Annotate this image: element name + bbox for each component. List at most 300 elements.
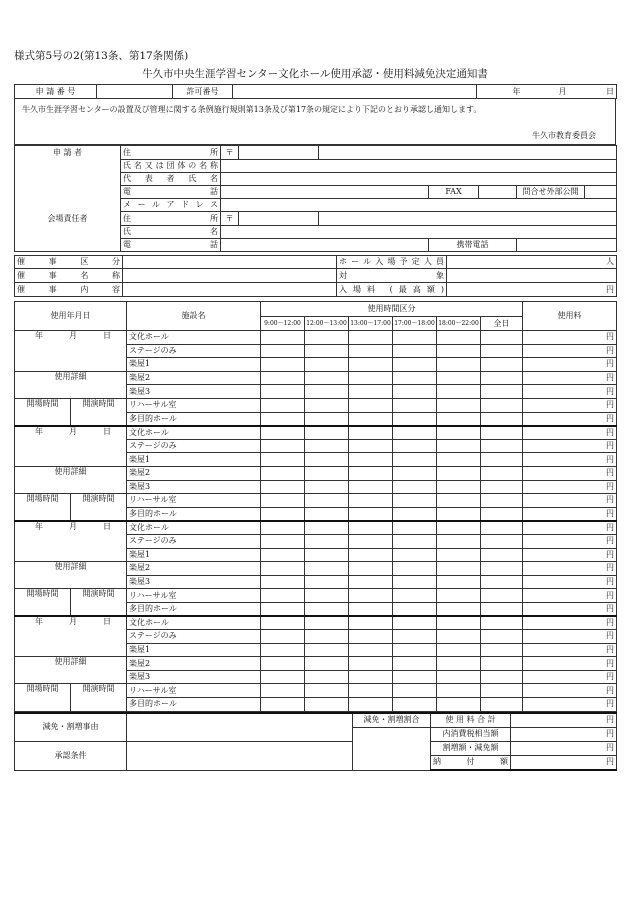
time-slot-cell[interactable] bbox=[481, 548, 523, 562]
time-slot-cell[interactable] bbox=[261, 385, 305, 399]
fee-cell[interactable]: 円 bbox=[523, 602, 617, 616]
document-title: 牛久市中央生涯学習センター文化ホール使用承認・使用料減免決定通知書 bbox=[142, 68, 488, 80]
use-date-field[interactable] bbox=[15, 426, 127, 467]
event-content-label: 催 事 内 容 bbox=[15, 283, 123, 297]
time-slot-cell[interactable] bbox=[261, 331, 305, 345]
time-slot-cell[interactable] bbox=[261, 575, 305, 589]
manager-phone-field[interactable] bbox=[221, 239, 429, 252]
time-slot-cell[interactable] bbox=[305, 494, 349, 508]
facility-name: ステージのみ bbox=[127, 344, 261, 358]
schedule-row bbox=[15, 562, 617, 576]
time-slot-cell[interactable] bbox=[349, 466, 393, 480]
time-slot-cell[interactable] bbox=[393, 698, 437, 712]
time-slot-cell[interactable] bbox=[349, 575, 393, 589]
facility-name: 楽屋2 bbox=[127, 466, 261, 480]
time-slot-cell[interactable] bbox=[261, 548, 305, 562]
facility-name: リハーサル室 bbox=[127, 398, 261, 412]
time-slot-cell[interactable] bbox=[437, 562, 481, 576]
time-slot-cell[interactable] bbox=[481, 412, 523, 426]
facility-name: 多目的ホール bbox=[127, 698, 261, 712]
time-slot-cell[interactable] bbox=[393, 494, 437, 508]
reduction-rate-label: 減免・割増割合 bbox=[353, 713, 431, 727]
time-slot-cell[interactable] bbox=[437, 616, 481, 630]
fee-cell[interactable]: 円 bbox=[523, 562, 617, 576]
time-slot-cell[interactable] bbox=[393, 398, 437, 412]
expected-attendance-label: ホール入場予定人員 bbox=[337, 256, 447, 269]
time-slot-cell[interactable] bbox=[349, 589, 393, 603]
time-slot-cell[interactable] bbox=[261, 466, 305, 480]
use-date-month-label: 月 bbox=[69, 331, 77, 340]
use-date-field[interactable] bbox=[15, 521, 127, 562]
time-slot-cell[interactable] bbox=[261, 602, 305, 616]
fee-cell[interactable]: 円 bbox=[523, 643, 617, 657]
time-slot-cell[interactable] bbox=[305, 630, 349, 644]
fee-cell[interactable]: 円 bbox=[523, 358, 617, 372]
time-slot-cell[interactable] bbox=[393, 548, 437, 562]
time-slot-cell[interactable] bbox=[349, 480, 393, 494]
time-slot-cell[interactable] bbox=[261, 698, 305, 712]
fee-cell[interactable]: 円 bbox=[523, 548, 617, 562]
time-slot-cell[interactable] bbox=[305, 507, 349, 521]
facility-name: 楽屋2 bbox=[127, 657, 261, 671]
time-slot-cell[interactable] bbox=[393, 480, 437, 494]
time-slot-cell[interactable] bbox=[261, 670, 305, 684]
reduction-rate-field[interactable] bbox=[353, 727, 431, 770]
use-date-year-label: 年 bbox=[35, 426, 43, 436]
time-slot-cell[interactable] bbox=[437, 534, 481, 548]
time-slot-cell[interactable] bbox=[393, 562, 437, 576]
fee-cell[interactable]: 円 bbox=[523, 589, 617, 603]
time-slot-cell[interactable] bbox=[481, 684, 523, 698]
time-slot-cell[interactable] bbox=[305, 534, 349, 548]
time-slot-cell[interactable] bbox=[437, 494, 481, 508]
time-slot-cell[interactable] bbox=[349, 494, 393, 508]
time-slot-cell[interactable] bbox=[437, 589, 481, 603]
schedule-row bbox=[15, 426, 617, 440]
date-day-label: 日 bbox=[569, 85, 617, 99]
time-slot-cell[interactable] bbox=[349, 439, 393, 453]
time-slot-cell[interactable] bbox=[305, 412, 349, 426]
fee-cell[interactable]: 円 bbox=[523, 494, 617, 508]
permit-number-label: 許可番号 bbox=[173, 85, 233, 99]
use-date-day-label: 日 bbox=[103, 521, 111, 531]
facility-name: 楽屋3 bbox=[127, 575, 261, 589]
time-slot-cell[interactable] bbox=[349, 670, 393, 684]
time-slot-cell[interactable] bbox=[481, 358, 523, 372]
use-date-field[interactable] bbox=[15, 616, 127, 657]
time-slot-cell[interactable] bbox=[481, 657, 523, 671]
time-slot-cell[interactable] bbox=[261, 630, 305, 644]
applicant-address-field[interactable] bbox=[319, 146, 617, 160]
time-slot-cell[interactable] bbox=[481, 643, 523, 657]
applicant-fax-label: FAX bbox=[429, 186, 479, 199]
facility-name: 多目的ホール bbox=[127, 412, 261, 426]
event-name-field[interactable] bbox=[123, 269, 337, 283]
time-slot-cell[interactable] bbox=[261, 453, 305, 467]
fee-cell[interactable]: 円 bbox=[523, 698, 617, 712]
event-category-field[interactable] bbox=[123, 256, 337, 269]
show-start-time-label: 開演時間 bbox=[71, 684, 127, 711]
time-slot-cell[interactable] bbox=[349, 602, 393, 616]
time-slot-cell[interactable] bbox=[349, 453, 393, 467]
fee-cell[interactable]: 円 bbox=[523, 534, 617, 548]
time-slot-cell[interactable] bbox=[437, 670, 481, 684]
time-slot-cell[interactable] bbox=[261, 358, 305, 372]
time-slot-cell[interactable] bbox=[261, 589, 305, 603]
time-slot-cell[interactable] bbox=[305, 331, 349, 345]
time-slot-cell[interactable] bbox=[349, 344, 393, 358]
conditions-label: 承認条件 bbox=[15, 741, 127, 770]
facility-name: ステージのみ bbox=[127, 439, 261, 453]
time-slot-cell[interactable] bbox=[481, 602, 523, 616]
time-slot-cell[interactable] bbox=[393, 534, 437, 548]
door-open-time-label: 開場時間 bbox=[15, 398, 71, 425]
facility-name: 多目的ホール bbox=[127, 507, 261, 521]
use-detail-label: 使用詳細 bbox=[15, 466, 127, 493]
time-slot-cell[interactable] bbox=[349, 616, 393, 630]
time-slot-cell[interactable] bbox=[305, 589, 349, 603]
door-open-time-label: 開場時間 bbox=[15, 589, 71, 616]
time-slot-cell[interactable] bbox=[437, 521, 481, 535]
time-slot-cell[interactable] bbox=[481, 494, 523, 508]
use-date-day-label: 日 bbox=[103, 426, 111, 436]
time-slot-cell[interactable] bbox=[481, 480, 523, 494]
time-slot-cell[interactable] bbox=[349, 398, 393, 412]
facility-column-header: 施設名 bbox=[127, 302, 261, 331]
time-slot-cell[interactable] bbox=[393, 657, 437, 671]
date-column-header: 使用年月日 bbox=[15, 302, 127, 331]
time-slot-cell[interactable] bbox=[349, 331, 393, 345]
time-slot-cell[interactable] bbox=[437, 643, 481, 657]
time-slot-cell[interactable] bbox=[481, 371, 523, 385]
reduction-reason-field[interactable] bbox=[127, 713, 353, 741]
time-slot-cell[interactable] bbox=[437, 358, 481, 372]
time-slot-cell[interactable] bbox=[305, 548, 349, 562]
time-slot-cell[interactable] bbox=[393, 670, 437, 684]
time-slot-cell[interactable] bbox=[349, 684, 393, 698]
manager-postal-field[interactable] bbox=[239, 212, 319, 226]
fee-cell[interactable]: 円 bbox=[523, 371, 617, 385]
fee-cell[interactable]: 円 bbox=[523, 439, 617, 453]
footer-table bbox=[14, 712, 617, 771]
time-slot-cell[interactable] bbox=[437, 602, 481, 616]
time-slot-cell[interactable] bbox=[261, 371, 305, 385]
time-slot-cell[interactable] bbox=[437, 575, 481, 589]
time-slot-cell[interactable] bbox=[393, 589, 437, 603]
applicant-postal-mark: 〒 bbox=[221, 146, 239, 160]
facility-name: 文化ホール bbox=[127, 426, 261, 440]
use-date-month-label: 月 bbox=[69, 616, 77, 626]
time-slot-cell[interactable] bbox=[393, 358, 437, 372]
time-slot-cell[interactable] bbox=[481, 344, 523, 358]
time-slot-cell[interactable] bbox=[349, 562, 393, 576]
time-slot-cell[interactable] bbox=[393, 684, 437, 698]
applicant-fax-field[interactable] bbox=[479, 186, 517, 199]
use-date-field[interactable] bbox=[15, 331, 127, 372]
time-slot-cell[interactable] bbox=[305, 602, 349, 616]
time-slot-header: 9:00～12:00 bbox=[261, 317, 305, 331]
schedule-table bbox=[14, 301, 617, 712]
time-slot-cell[interactable] bbox=[481, 331, 523, 345]
time-slot-cell[interactable] bbox=[393, 507, 437, 521]
admission-fee-field[interactable]: 円 bbox=[447, 283, 617, 297]
time-slot-cell[interactable] bbox=[305, 358, 349, 372]
fee-cell[interactable]: 円 bbox=[523, 398, 617, 412]
time-slot-cell[interactable] bbox=[481, 589, 523, 603]
time-slot-cell[interactable] bbox=[437, 548, 481, 562]
time-slot-cell[interactable] bbox=[393, 426, 437, 440]
time-slot-cell[interactable] bbox=[437, 698, 481, 712]
schedule-row bbox=[15, 494, 617, 508]
facility-name: 楽屋1 bbox=[127, 453, 261, 467]
schedule-row bbox=[15, 657, 617, 671]
time-slot-cell[interactable] bbox=[481, 534, 523, 548]
time-slot-cell[interactable] bbox=[393, 453, 437, 467]
target-audience-field[interactable] bbox=[447, 269, 617, 283]
adjustment-field[interactable]: 円 bbox=[511, 741, 617, 755]
time-slot-cell[interactable] bbox=[393, 466, 437, 480]
time-slot-cell[interactable] bbox=[349, 548, 393, 562]
expected-attendance-field[interactable]: 人 bbox=[447, 256, 617, 269]
time-slot-cell[interactable] bbox=[261, 562, 305, 576]
time-slot-cell[interactable] bbox=[437, 453, 481, 467]
time-slot-cell[interactable] bbox=[305, 371, 349, 385]
time-slot-cell[interactable] bbox=[393, 385, 437, 399]
applicant-disclose-field[interactable] bbox=[585, 186, 617, 199]
facility-name: リハーサル室 bbox=[127, 684, 261, 698]
schedule-row bbox=[15, 331, 617, 345]
fee-cell[interactable]: 円 bbox=[523, 657, 617, 671]
time-slot-cell[interactable] bbox=[261, 616, 305, 630]
fee-cell[interactable]: 円 bbox=[523, 630, 617, 644]
time-slot-cell[interactable] bbox=[481, 426, 523, 440]
fee-cell[interactable]: 円 bbox=[523, 480, 617, 494]
door-open-time-label: 開場時間 bbox=[15, 684, 71, 711]
applicant-address-label: 住 所 bbox=[121, 146, 221, 160]
fee-cell[interactable]: 円 bbox=[523, 684, 617, 698]
time-slot-cell[interactable] bbox=[437, 439, 481, 453]
time-slot-cell[interactable] bbox=[437, 684, 481, 698]
time-slot-cell[interactable] bbox=[305, 657, 349, 671]
permit-number-field[interactable] bbox=[233, 85, 477, 99]
time-slot-cell[interactable] bbox=[305, 575, 349, 589]
time-slot-cell[interactable] bbox=[481, 616, 523, 630]
time-slot-cell[interactable] bbox=[349, 426, 393, 440]
time-slot-cell[interactable] bbox=[481, 698, 523, 712]
time-slot-cell[interactable] bbox=[393, 575, 437, 589]
time-slot-cell[interactable] bbox=[393, 412, 437, 426]
use-date-year-label: 年 bbox=[35, 616, 43, 626]
time-slot-cell[interactable] bbox=[349, 630, 393, 644]
use-date-day-label: 日 bbox=[103, 331, 111, 340]
time-slot-cell[interactable] bbox=[349, 358, 393, 372]
time-slot-cell[interactable] bbox=[393, 344, 437, 358]
time-slot-cell[interactable] bbox=[481, 453, 523, 467]
time-slot-cell[interactable] bbox=[437, 507, 481, 521]
show-start-time-label: 開演時間 bbox=[71, 589, 127, 616]
time-slot-cell[interactable] bbox=[481, 575, 523, 589]
manager-address-field[interactable] bbox=[319, 212, 617, 226]
time-slot-cell[interactable] bbox=[261, 494, 305, 508]
time-slot-cell[interactable] bbox=[393, 630, 437, 644]
time-slot-cell[interactable] bbox=[349, 643, 393, 657]
time-slot-cell[interactable] bbox=[261, 534, 305, 548]
fee-cell[interactable]: 円 bbox=[523, 453, 617, 467]
time-slot-cell[interactable] bbox=[305, 698, 349, 712]
time-slot-cell[interactable] bbox=[437, 480, 481, 494]
fee-total-field[interactable]: 円 bbox=[511, 713, 617, 727]
time-slot-cell[interactable] bbox=[437, 331, 481, 345]
fee-cell[interactable]: 円 bbox=[523, 412, 617, 426]
schedule-row bbox=[15, 616, 617, 630]
time-slot-cell[interactable] bbox=[393, 616, 437, 630]
time-slot-cell[interactable] bbox=[437, 630, 481, 644]
facility-name: 楽屋3 bbox=[127, 480, 261, 494]
time-slot-cell[interactable] bbox=[261, 684, 305, 698]
time-slot-cell[interactable] bbox=[437, 371, 481, 385]
time-slot-cell[interactable] bbox=[261, 480, 305, 494]
time-slot-cell[interactable] bbox=[305, 521, 349, 535]
manager-name-field[interactable] bbox=[221, 226, 617, 239]
time-slot-cell[interactable] bbox=[349, 521, 393, 535]
time-slot-cell[interactable] bbox=[437, 385, 481, 399]
time-slot-cell[interactable] bbox=[305, 466, 349, 480]
time-slot-cell[interactable] bbox=[481, 398, 523, 412]
time-slot-cell[interactable] bbox=[261, 426, 305, 440]
notice-text: 牛久市生涯学習センターの設置及び管理に関する条例施行規則第13条及び第17条の規定により下記のとおり承認し通知します。 bbox=[22, 105, 482, 114]
applicant-email-field[interactable] bbox=[221, 199, 617, 212]
use-date-year-label: 年 bbox=[35, 331, 43, 340]
tax-label: 内消費税相当額 bbox=[431, 727, 511, 741]
time-slot-cell[interactable] bbox=[393, 439, 437, 453]
time-column-header: 使用時間区分 bbox=[261, 302, 523, 317]
facility-name: 文化ホール bbox=[127, 521, 261, 535]
time-slot-cell[interactable] bbox=[393, 602, 437, 616]
time-slot-header: 17:00～18:00 bbox=[393, 317, 437, 331]
time-slot-cell[interactable] bbox=[393, 331, 437, 345]
payment-field[interactable]: 円 bbox=[511, 755, 617, 770]
time-slot-cell[interactable] bbox=[437, 344, 481, 358]
fee-cell[interactable]: 円 bbox=[523, 344, 617, 358]
application-number-field[interactable] bbox=[97, 85, 173, 99]
time-slot-cell[interactable] bbox=[481, 439, 523, 453]
time-slot-cell[interactable] bbox=[305, 385, 349, 399]
time-slot-cell[interactable] bbox=[305, 616, 349, 630]
applicant-representative-field[interactable] bbox=[221, 173, 617, 186]
time-slot-cell[interactable] bbox=[261, 412, 305, 426]
applicant-disclose-label: 問合せ外部公開 bbox=[517, 186, 585, 199]
time-slot-cell[interactable] bbox=[481, 670, 523, 684]
time-slot-cell[interactable] bbox=[349, 385, 393, 399]
use-date-year-label: 年 bbox=[35, 521, 43, 531]
time-slot-cell[interactable] bbox=[305, 643, 349, 657]
time-slot-cell[interactable] bbox=[261, 643, 305, 657]
facility-name: 楽屋1 bbox=[127, 548, 261, 562]
use-detail-label: 使用詳細 bbox=[15, 657, 127, 684]
time-slot-cell[interactable] bbox=[437, 466, 481, 480]
time-slot-cell[interactable] bbox=[393, 643, 437, 657]
fee-cell[interactable]: 円 bbox=[523, 670, 617, 684]
fee-cell[interactable]: 円 bbox=[523, 385, 617, 399]
fee-cell[interactable]: 円 bbox=[523, 426, 617, 440]
issuer-name: 牛久市教育委員会 bbox=[532, 131, 596, 140]
fee-cell[interactable]: 円 bbox=[523, 507, 617, 521]
manager-phone-label: 電 話 bbox=[121, 239, 221, 252]
time-slot-cell[interactable] bbox=[305, 670, 349, 684]
time-slot-cell[interactable] bbox=[261, 398, 305, 412]
event-name-label: 催 事 名 称 bbox=[15, 269, 123, 283]
applicant-section-label: 申 請 者 bbox=[15, 146, 121, 160]
time-slot-cell[interactable] bbox=[349, 698, 393, 712]
time-slot-cell[interactable] bbox=[305, 344, 349, 358]
time-slot-cell[interactable] bbox=[481, 507, 523, 521]
time-slot-cell[interactable] bbox=[305, 398, 349, 412]
fee-column-header: 使用料 bbox=[523, 302, 617, 331]
use-date-month-label: 月 bbox=[69, 426, 77, 436]
time-slot-cell[interactable] bbox=[481, 385, 523, 399]
applicant-org-name-field[interactable] bbox=[221, 160, 617, 173]
time-slot-cell[interactable] bbox=[437, 657, 481, 671]
facility-name: 文化ホール bbox=[127, 616, 261, 630]
time-slot-cell[interactable] bbox=[349, 371, 393, 385]
time-slot-cell[interactable] bbox=[261, 521, 305, 535]
time-slot-cell[interactable] bbox=[305, 453, 349, 467]
fee-cell[interactable]: 円 bbox=[523, 521, 617, 535]
conditions-field[interactable] bbox=[127, 741, 353, 770]
event-category-label: 催 事 区 分 bbox=[15, 256, 123, 269]
time-slot-cell[interactable] bbox=[261, 344, 305, 358]
time-slot-cell[interactable] bbox=[349, 412, 393, 426]
time-slot-cell[interactable] bbox=[393, 371, 437, 385]
applicant-phone-field[interactable] bbox=[221, 186, 429, 199]
time-slot-cell[interactable] bbox=[305, 684, 349, 698]
door-open-time-label: 開場時間 bbox=[15, 494, 71, 521]
time-slot-cell[interactable] bbox=[481, 562, 523, 576]
time-slot-cell[interactable] bbox=[305, 562, 349, 576]
time-slot-cell[interactable] bbox=[349, 507, 393, 521]
time-slot-cell[interactable] bbox=[261, 439, 305, 453]
schedule-row bbox=[15, 521, 617, 535]
fee-cell[interactable]: 円 bbox=[523, 616, 617, 630]
time-slot-cell[interactable] bbox=[305, 439, 349, 453]
time-slot-cell[interactable] bbox=[305, 426, 349, 440]
tax-field[interactable]: 円 bbox=[511, 727, 617, 741]
time-slot-cell[interactable] bbox=[437, 412, 481, 426]
facility-name: 楽屋1 bbox=[127, 643, 261, 657]
time-slot-cell[interactable] bbox=[481, 630, 523, 644]
time-slot-cell[interactable] bbox=[261, 507, 305, 521]
manager-mobile-field[interactable] bbox=[517, 239, 617, 252]
time-slot-cell[interactable] bbox=[437, 426, 481, 440]
event-content-field[interactable] bbox=[123, 283, 337, 297]
time-slot-cell[interactable] bbox=[437, 398, 481, 412]
time-slot-cell[interactable] bbox=[349, 534, 393, 548]
time-slot-cell[interactable] bbox=[349, 657, 393, 671]
manager-section-label: 会場責任者 bbox=[15, 212, 121, 226]
fee-cell[interactable]: 円 bbox=[523, 466, 617, 480]
time-slot-cell[interactable] bbox=[261, 657, 305, 671]
facility-name: ステージのみ bbox=[127, 630, 261, 644]
fee-cell[interactable]: 円 bbox=[523, 575, 617, 589]
time-slot-cell[interactable] bbox=[393, 521, 437, 535]
fee-cell[interactable]: 円 bbox=[523, 331, 617, 345]
time-slot-cell[interactable] bbox=[305, 480, 349, 494]
schedule-row bbox=[15, 589, 617, 603]
reduction-reason-label: 減免・割増事由 bbox=[15, 713, 127, 741]
time-slot-cell[interactable] bbox=[481, 521, 523, 535]
time-slot-cell[interactable] bbox=[481, 466, 523, 480]
applicant-postal-field[interactable] bbox=[239, 146, 319, 160]
